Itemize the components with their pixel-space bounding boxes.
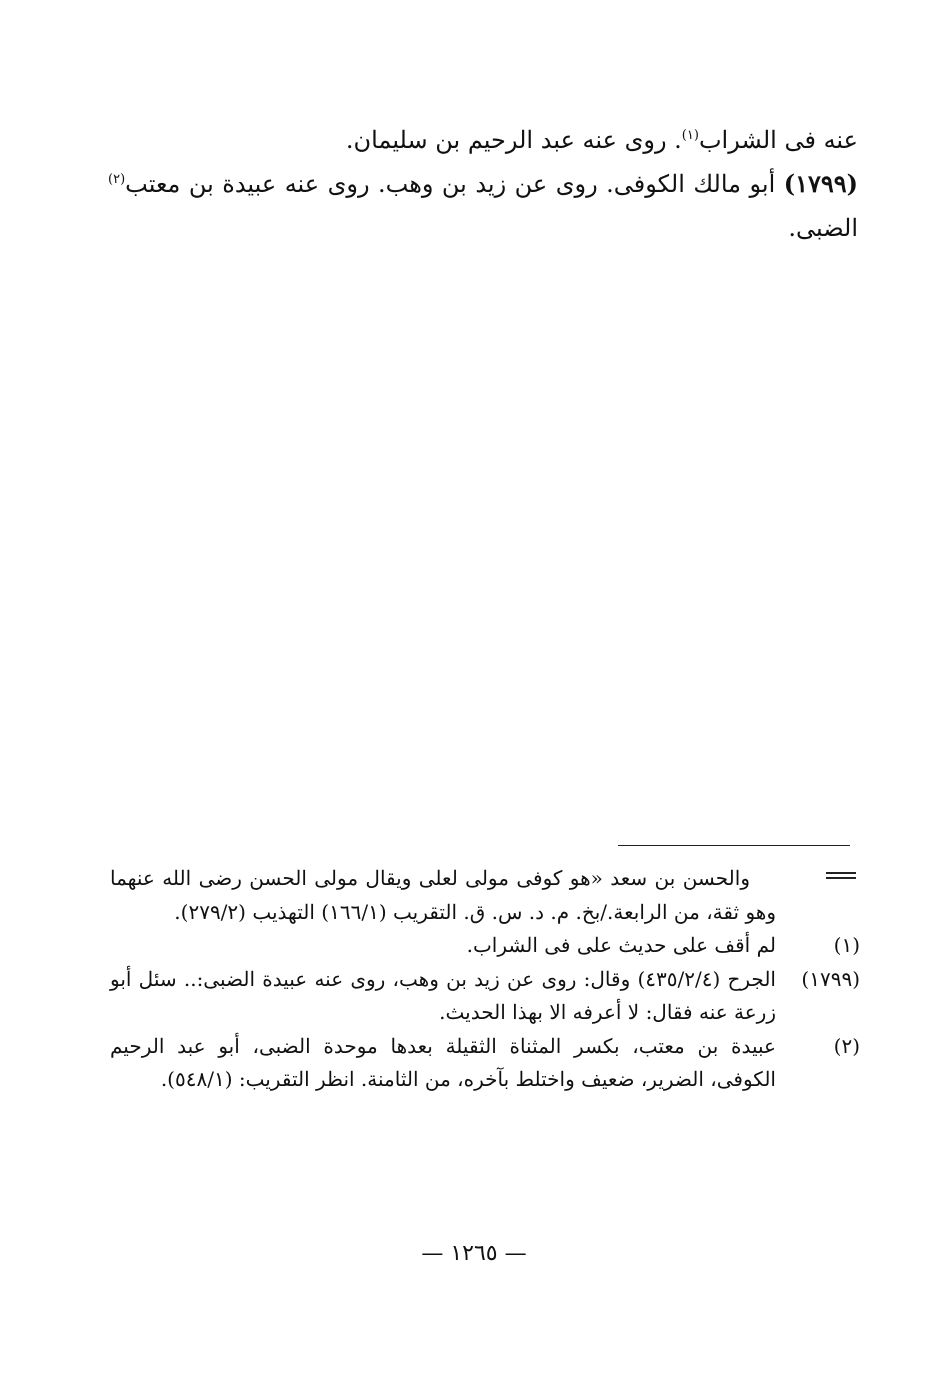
entry-text-rest: الضبى. [788, 214, 858, 242]
footnote-1799 [110, 963, 860, 1030]
footnote-text: عبيدة بن معتب، بكسر المثناة الثقيلة بعدها موحدة الضبى، أبو عبد الرحيم الكوفى، الضرير، ضعيف واختلط بآخره، من الثامنة. انظر التقريب: (٥٤٨/١). [110, 1033, 776, 1091]
page-number: — ١٢٦٥ — [421, 1241, 527, 1266]
footnote-text: لم أقف على حديث على فى الشراب. [466, 933, 776, 957]
paragraph-text: عنه فى الشراب [698, 126, 858, 154]
entry-number: (١٧٩٩) [783, 169, 858, 198]
paragraph-text-rest: . روى عنه عبد الرحيم بن سليمان. [345, 126, 682, 154]
footnote-ref-2: (٢) [108, 172, 126, 187]
main-paragraph-1 [108, 118, 858, 162]
footnote-label: (٢) [833, 1033, 860, 1058]
footnote-separator [618, 845, 850, 846]
footnote-2 [110, 1030, 860, 1097]
footnote-label [776, 862, 860, 929]
footnote-text: والحسن بن سعد «هو كوفى مولى لعلى ويقال مولى الحسن رضى الله عنهما وهو ثقة، من الرابعة./بخ. م. د. س. ق. التقريب (١٦٦/١) التهذيب (٢٧٩/٢). [110, 866, 776, 924]
entry-text: أبو مالك الكوفى. روى عن زيد بن وهب. روى عنه عبيدة بن معتب [125, 170, 784, 198]
footnote-text: الجرح (٤٣٥/٢/٤) وقال: روى عن زيد بن وهب، روى عنه عبيدة الضبى:.. سئل أبو زرعة عنه فقال: لا أعرفه الا بهذا الحديث. [110, 966, 776, 1024]
footnote-label: (١) [833, 933, 860, 957]
footnotes [110, 862, 860, 1097]
footnote-continued [110, 862, 860, 929]
footnote-1 [110, 929, 860, 963]
entry-1799 [108, 162, 858, 250]
footnote-label: (١٧٩٩) [801, 966, 860, 991]
footnote-ref-1: (١) [681, 128, 699, 143]
main-text [108, 118, 858, 250]
